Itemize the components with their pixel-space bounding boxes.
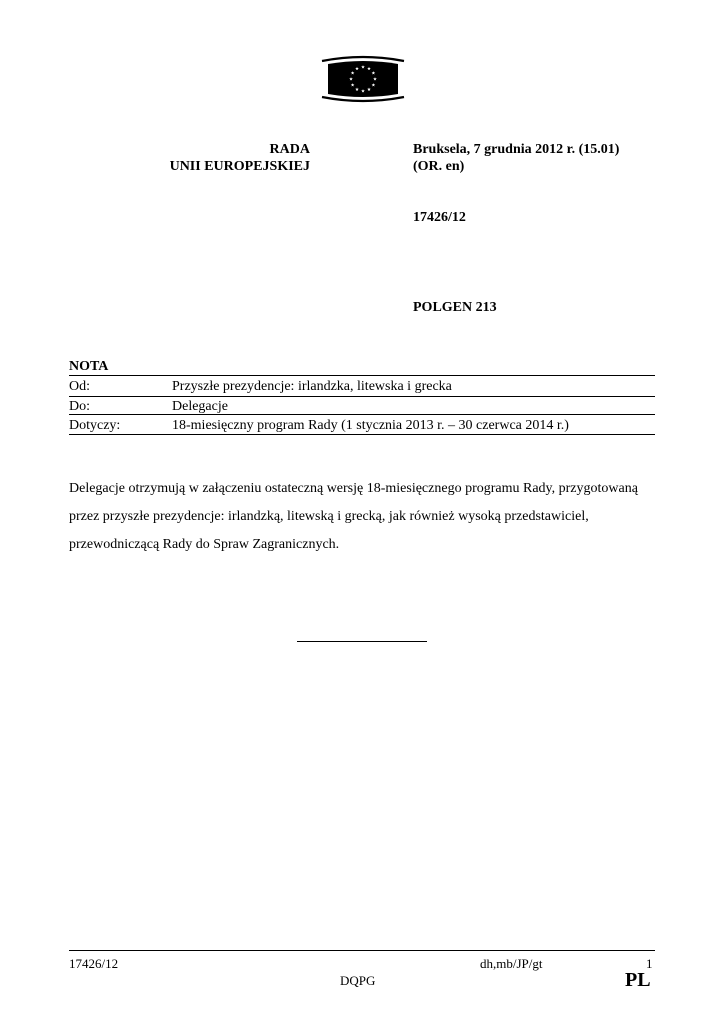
classification-code: POLGEN 213 [413,300,497,315]
note-row-subject-label: Dotyczy: [69,418,121,433]
body-paragraph: Delegacje otrzymują w załączeniu ostateczną wersję 18-miesięcznego programu Rady, przygotowaną przez przyszłe prezydencje: irlandzką, litewską i grecką, jak również wysoką przedstawiciel, przewodniczącą Rady do Spraw Zagranicznych. [69,481,638,552]
note-title: NOTA [69,359,109,374]
note-row-subject-value: 18-miesięczny program Rady (1 stycznia 2013 r. – 30 czerwca 2014 r.) [172,418,569,433]
end-of-text-rule [297,641,427,642]
eu-council-emblem-icon [318,55,408,103]
place-date: Bruksela, 7 grudnia 2012 r. (15.01) [413,142,620,157]
note-rule-top [69,375,655,376]
footer-department: DQPG [340,973,376,988]
council-name-line1: RADA [269,142,310,157]
footer-rule [69,950,655,951]
note-row-from-value: Przyszłe prezydencje: irlandzka, litewska i grecka [172,379,452,394]
note-rule [69,396,655,397]
document-number: 17426/12 [413,210,466,225]
council-name-line2: UNII EUROPEJSKIEJ [169,159,310,174]
note-rule [69,414,655,415]
footer-language-code: PL [625,969,651,991]
note-row-to-value: Delegacje [172,399,228,414]
footer-document-number: 17426/12 [69,956,119,971]
note-row-to-label: Do: [69,399,90,414]
footer-page-number: 1 [646,956,653,971]
note-rule-bottom [69,434,655,435]
original-language: (OR. en) [413,159,465,174]
note-row-from-label: Od: [69,379,90,394]
footer-reference: dh,mb/JP/gt [480,956,543,971]
